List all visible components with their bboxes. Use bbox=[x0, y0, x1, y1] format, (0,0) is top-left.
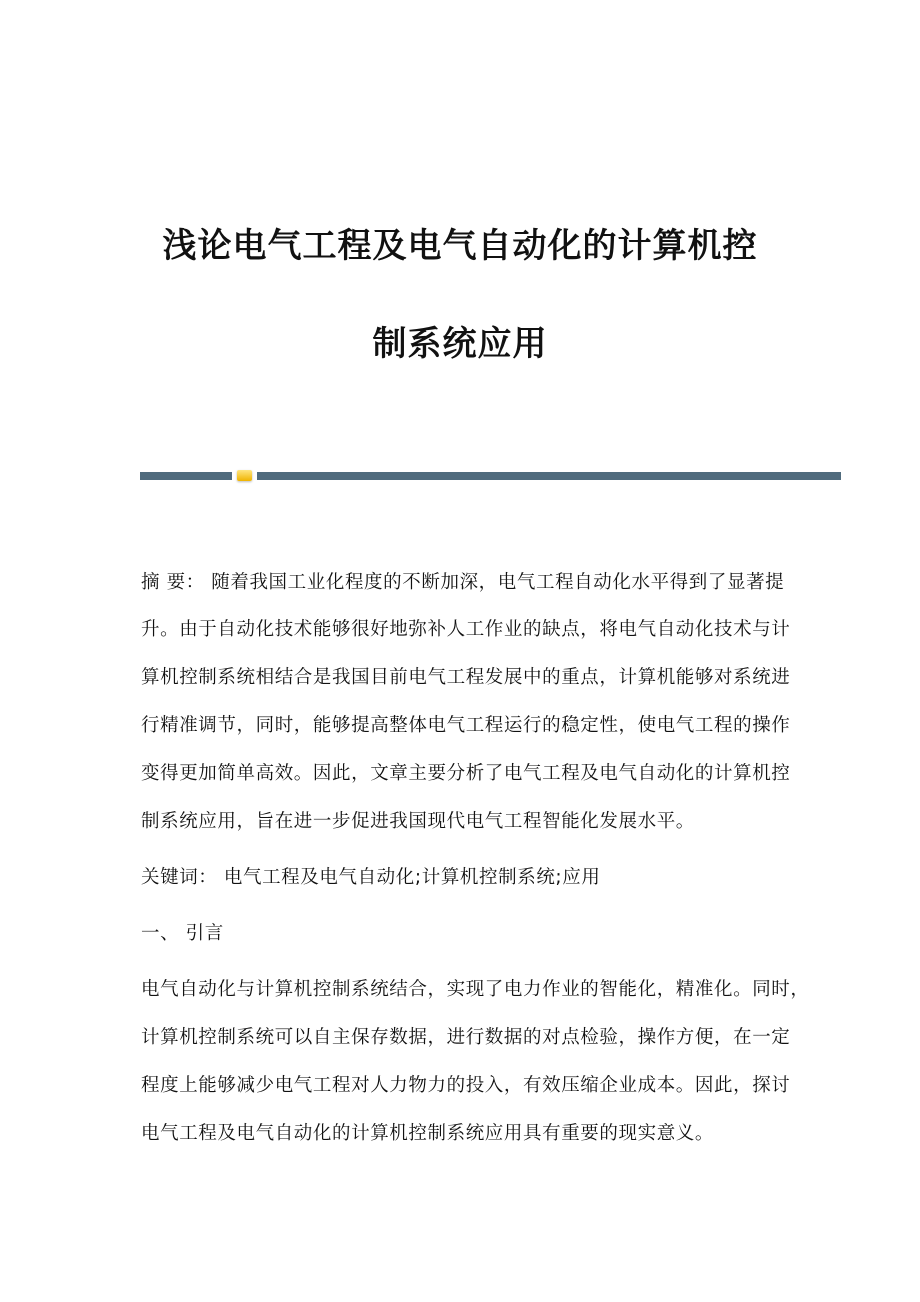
abstract-line: 行精准调节，同时，能够提高整体电气工程运行的稳定性，使电气工程的操作 bbox=[141, 715, 791, 736]
body-line: 电气自动化与计算机控制系统结合，实现了电力作业的智能化，精准化。同时， bbox=[141, 979, 810, 1000]
keywords: 关键词： 电气工程及电气自动化;计算机控制系统;应用 bbox=[141, 867, 601, 888]
document-title-line-2: 制系统应用 bbox=[372, 324, 548, 364]
section-heading: 一、 引言 bbox=[141, 923, 224, 944]
abstract-line: 制系统应用，旨在进一步促进我国现代电气工程智能化发展水平。 bbox=[141, 811, 695, 832]
document-title-line-1: 浅论电气工程及电气自动化的计算机控 bbox=[162, 226, 758, 266]
divider-right bbox=[257, 472, 841, 480]
body-line: 程度上能够减少电气工程对人力物力的投入，有效压缩企业成本。因此，探讨 bbox=[141, 1075, 791, 1096]
divider-left bbox=[140, 472, 232, 480]
body-line: 计算机控制系统可以自主保存数据，进行数据的对点检验，操作方便，在一定 bbox=[141, 1027, 791, 1048]
body-line: 电气工程及电气自动化的计算机控制系统应用具有重要的现实意义。 bbox=[141, 1123, 715, 1144]
abstract-line: 摘 要： 随着我国工业化程度的不断加深，电气工程自动化水平得到了显著提 bbox=[141, 572, 785, 593]
abstract-line: 算机控制系统相结合是我国目前电气工程发展中的重点，计算机能够对系统进 bbox=[141, 667, 791, 688]
divider-ornament-icon bbox=[237, 470, 252, 481]
abstract-line: 变得更加简单高效。因此，文章主要分析了电气工程及电气自动化的计算机控 bbox=[141, 763, 791, 784]
abstract-line: 升。由于自动化技术能够很好地弥补人工作业的缺点，将电气自动化技术与计 bbox=[141, 619, 791, 640]
